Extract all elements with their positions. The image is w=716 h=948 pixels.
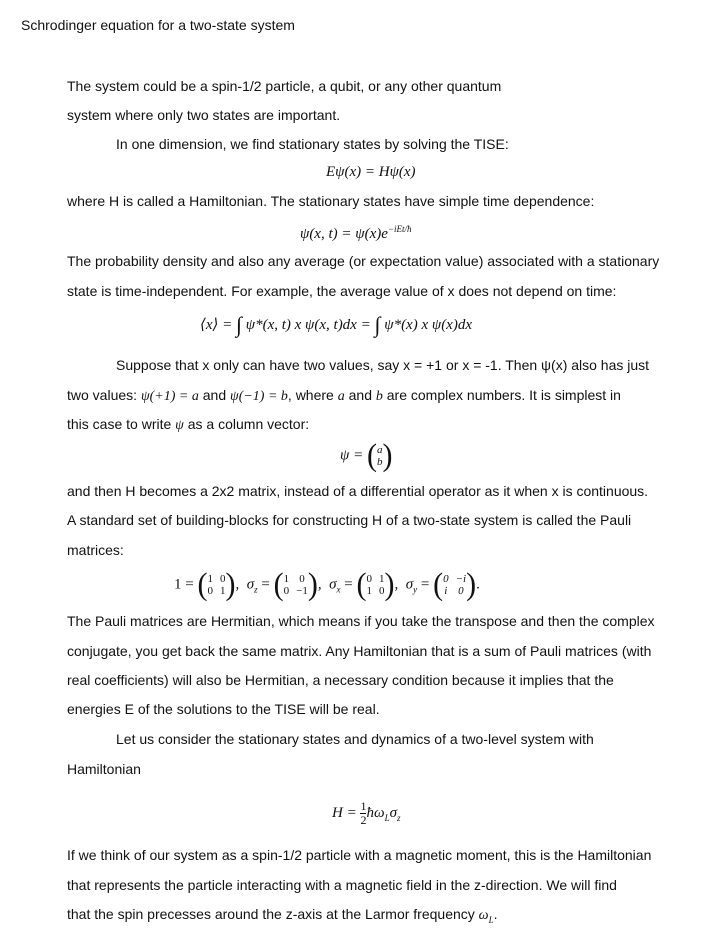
- sigma-z-matrix: 1 0 0 −1: [283, 573, 308, 597]
- equation-pauli-matrices: 1 = ( 1 0 0 1 ), $\sigma_z$ = ( 1 0 0 −1 ), $\sigma_x$ = ( 0 1 1 0 ), $\sigma_y$ = ( 0 −i i 0 ).: [174, 567, 480, 602]
- column-vector: a b: [376, 444, 383, 468]
- left-paren: (: [366, 438, 377, 473]
- paragraph-line: A standard set of building-blocks for constructing H of a two-state system is called the Pauli: [67, 512, 632, 528]
- identity-matrix: 1 0 0 1: [207, 573, 226, 597]
- paragraph-line: If we think of our system as a spin-1/2 particle with a magnetic moment, this is the Hamiltonian: [67, 847, 652, 863]
- paragraph-line: In one dimension, we find stationary states by solving the TISE:: [116, 136, 509, 152]
- fraction-one-half: $\frac{1}{2}$: [360, 799, 367, 827]
- paragraph-line: and then H becomes a 2x2 matrix, instead of a differential operator as it when x is continuous.: [67, 483, 649, 499]
- paragraph-line: The probability density and also any average (or expectation value) associated with a stationary: [67, 253, 660, 269]
- paragraph-line: state is time-independent. For example, the average value of x does not depend on time:: [67, 283, 617, 299]
- equation-hamiltonian: H = $\frac{1}{2}$ $ħ\omega_L\sigma_z$: [332, 799, 401, 827]
- page-title: Schrodinger equation for a two-state system: [21, 17, 295, 33]
- equation-time-dependence: ψ(x, $t) = \psi(x)e^{-iEt/ħ}$: [300, 224, 412, 242]
- paragraph-line: energies E of the solutions to the TISE will be real.: [67, 701, 380, 717]
- paragraph-line: Let us consider the stationary states and dynamics of a two-level system with: [116, 731, 594, 747]
- paragraph-line: where H is called a Hamiltonian. The stationary states have simple time dependence:: [67, 193, 595, 209]
- paragraph-line: conjugate, you get back the same matrix. Any Hamiltonian that is a sum of Pauli matrices (with: [67, 643, 652, 659]
- paragraph-line: two values: ψ(+1) = a and ψ(−1) = b, where a and b are complex numbers. It is simplest in: [67, 387, 621, 404]
- paragraph-line: The system could be a spin-1/2 particle, a qubit, or any other quantum: [67, 78, 502, 94]
- integral-sign: ∫: [374, 312, 381, 337]
- paragraph-line: Suppose that x only can have two values, say x = +1 or x = -1. Then ψ(x) also has just: [116, 357, 650, 373]
- paragraph-line: real coefficients) will also be Hermitian, a necessary condition because it implies that the: [67, 672, 614, 688]
- paragraph-line: this case to write ψ as a column vector:: [67, 416, 310, 433]
- equation-column-vector: ψ = ( a b ): [340, 438, 393, 473]
- paragraph-line: that the spin precesses around the z-axis at the Larmor frequency $\omega_L$.: [67, 906, 498, 925]
- paragraph-line: Hamiltonian: [67, 761, 141, 777]
- paragraph-line: that represents the particle interacting with a magnetic field in the z-direction. We will find: [67, 877, 617, 893]
- sigma-y-matrix: 0 −i i 0: [443, 573, 467, 597]
- equation-average: ⟨x⟩ = ∫ ψ*(x, t) x ψ(x, t)dx = ∫ ψ*(x) x ψ(x)dx: [200, 312, 472, 337]
- paragraph-line: The Pauli matrices are Hermitian, which means if you take the transpose and then the complex: [67, 613, 655, 629]
- equation-tise: Eψ(x) = Hψ(x): [326, 164, 416, 180]
- paragraph-line: system where only two states are important.: [67, 107, 341, 123]
- paragraph-line: matrices:: [67, 542, 124, 558]
- sigma-x-matrix: 0 1 1 0: [366, 573, 385, 597]
- integral-sign: ∫: [235, 312, 243, 337]
- right-paren: ): [382, 438, 393, 473]
